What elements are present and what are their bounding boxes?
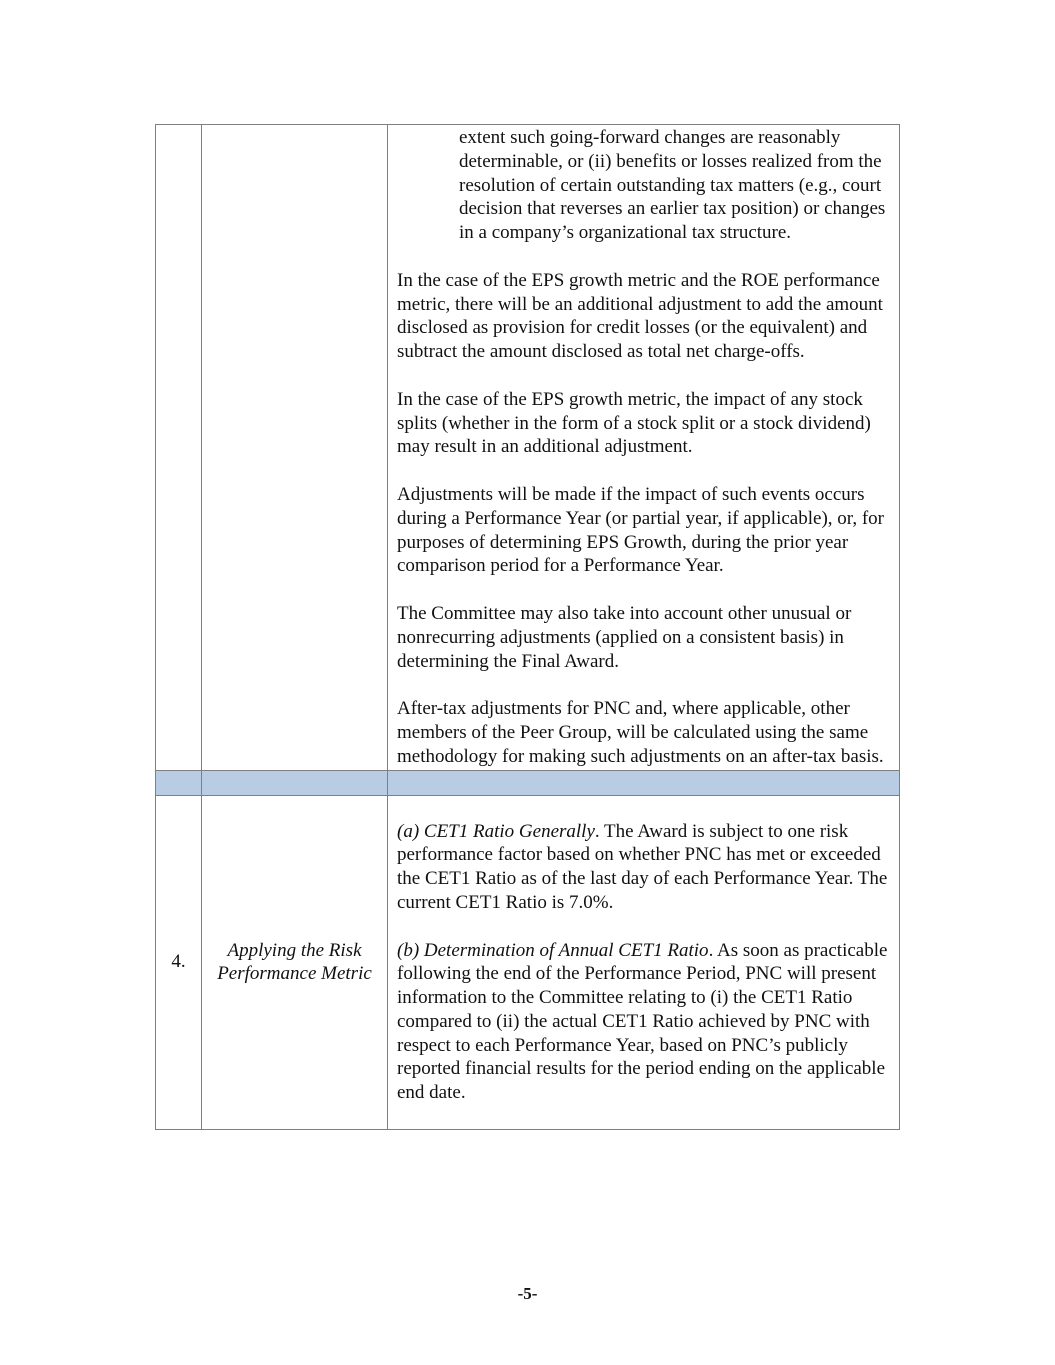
section-4-row <box>156 795 900 1130</box>
paragraph-other-adjustments: The Committee may also take into account other unusual or nonrecurring adjustments (applied on a consistent basis) in determining the Final Award. <box>397 602 852 672</box>
text-cet1-generally: . The Award is subject to one risk performance factor based on whether PNC has met or exceeded the CET1 Ratio as of the last day of each Performance Year. The current CET1 Ratio is 7.0%. <box>397 820 888 913</box>
text-annual-cet1: . As soon as practicable following the end of the Performance Period, PNC will present information to the Committee relating to (i) the CET1 Ratio compared to (ii) the actual CET1 Ratio achieved by PNC with respect to each Performance Year, based on PNC’s publicly reported financial results for the period ending on the applicable end date. <box>397 939 888 1104</box>
paragraph-after-tax: After-tax adjustments for PNC and, where applicable, other members of the Peer Group, will be calculated using the same methodology for making such adjustments on an after-tax basis. <box>397 698 884 767</box>
heading-annual-cet1: (b) Determination of Annual CET1 Ratio <box>397 939 709 961</box>
spacer-cell <box>388 770 900 795</box>
spacer-cell <box>202 770 388 795</box>
indented-clause: extent such going-forward changes are reasonably determinable, or (ii) benefits or losses realized from the resolution of certain outstanding tax matters (e.g., court decision that reverses an earlier tax position) or changes in a company’s organizational tax structure. <box>459 127 886 244</box>
paragraph-adjustment-timing: Adjustments will be made if the impact of such events occurs during a Performance Year (or partial year, if applicable), or, for purposes of determining EPS Growth, during the prior year comparison period for a Performance Year. <box>397 483 884 577</box>
spacer-row <box>156 770 900 795</box>
paragraph-credit-losses: In the case of the EPS growth metric and the ROE performance metric, there will be an additional adjustment to add the amount disclosed as provision for credit losses (or the equivalent) and subtract the amount disclosed as total net charge-offs. <box>397 269 883 363</box>
paragraph-cet1-generally <box>397 820 891 915</box>
paragraph-stock-splits: In the case of the EPS growth metric, the impact of any stock splits (whether in the form of a stock split or a stock dividend) may result in an additional adjustment. <box>397 388 871 458</box>
number-cell-empty <box>156 125 202 771</box>
label-cell-empty <box>202 125 388 771</box>
content-cell <box>388 125 900 771</box>
section-number: 4. <box>156 795 202 1130</box>
paragraph-annual-cet1 <box>397 939 891 1106</box>
spacer-cell <box>156 770 202 795</box>
heading-cet1-generally: (a) CET1 Ratio Generally <box>397 820 595 842</box>
continued-row <box>156 125 900 771</box>
terms-table <box>155 124 900 1130</box>
section-4-content <box>388 795 900 1130</box>
page-number: -5- <box>517 1284 538 1303</box>
section-label: Applying the Risk Performance Metric <box>202 795 388 1130</box>
